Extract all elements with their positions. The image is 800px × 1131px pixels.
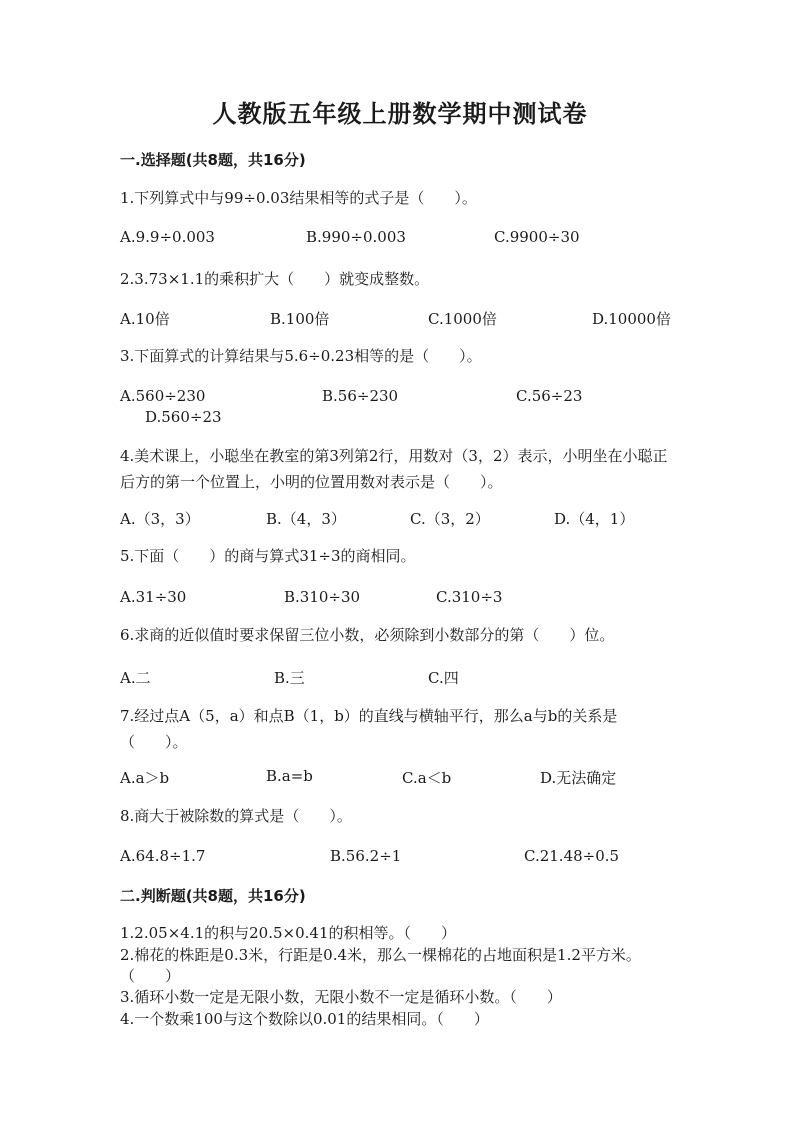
question-3: 3.下面算式的计算结果与5.6÷0.23相等的是（ ）。 <box>120 347 482 365</box>
question-7: 7.经过点A（5，a）和点B（1，b）的直线与横轴平行，那么a与b的关系是（ ）。 <box>120 707 618 751</box>
q4-option-d: D.（4，1） <box>554 510 635 528</box>
q5-option-b: B.310÷30 <box>284 588 361 606</box>
q1-option-c: C.9900÷30 <box>494 228 580 246</box>
q4-option-c: C.（3，2） <box>410 510 490 528</box>
q1-option-a: A.9.9÷0.003 <box>120 228 215 246</box>
q2-option-c: C.1000倍 <box>428 310 497 328</box>
section-heading-choice: 一.选择题(共8题，共16分) <box>120 151 306 169</box>
q7-option-c: C.a＜b <box>402 769 452 787</box>
q7-option-b: B.a=b <box>266 767 313 785</box>
question-5: 5.下面（ ）的商与算式31÷3的商相同。 <box>120 547 416 565</box>
q3-option-c: C.56÷23 <box>516 387 583 405</box>
q1-option-b: B.990÷0.003 <box>306 228 406 246</box>
q8-option-a: A.64.8÷1.7 <box>120 847 206 865</box>
judgment-3: 3.循环小数一定是无限小数，无限小数不一定是循环小数。（ ） <box>120 988 562 1006</box>
judgment-2: 2.棉花的株距是0.3米，行距是0.4米，那么一棵棉花的占地面积是1.2平方米。（ ） <box>120 946 641 985</box>
q2-option-a: A.10倍 <box>120 310 170 328</box>
q5-option-c: C.310÷3 <box>436 588 503 606</box>
page-title: 人教版五年级上册数学期中测试卷 <box>212 99 588 128</box>
question-4: 4.美术课上，小聪坐在教室的第3列第2行，用数对（3，2）表示，小明坐在小聪正后方的第一个位置上，小明的位置用数对表示是（ ）。 <box>120 447 668 491</box>
q8-option-b: B.56.2÷1 <box>330 847 402 865</box>
q6-option-b: B.三 <box>274 669 305 687</box>
question-6: 6.求商的近似值时要求保留三位小数，必须除到小数部分的第（ ）位。 <box>120 626 615 644</box>
judgment-1: 1.2.05×4.1的积与20.5×0.41的积相等。（ ） <box>120 924 456 942</box>
question-2: 2.3.73×1.1的乘积扩大（ ）就变成整数。 <box>120 270 430 288</box>
q3-option-b: B.56÷230 <box>322 387 399 405</box>
q6-option-a: A.二 <box>120 669 151 687</box>
q4-option-b: B.（4，3） <box>266 510 346 528</box>
section-heading-judgment: 二.判断题(共8题，共16分) <box>120 887 306 905</box>
q2-option-b: B.100倍 <box>270 310 330 328</box>
q3-option-a: A.560÷230 <box>120 387 206 405</box>
q7-option-a: A.a＞b <box>120 769 170 787</box>
q6-option-c: C.四 <box>428 669 459 687</box>
q5-option-a: A.31÷30 <box>120 588 187 606</box>
q7-option-d: D.无法确定 <box>540 769 617 787</box>
question-1: 1.下列算式中与99÷0.03结果相等的式子是（ ）。 <box>120 189 477 207</box>
q8-option-c: C.21.48÷0.5 <box>524 847 620 865</box>
q4-option-a: A.（3，3） <box>120 510 200 528</box>
question-8: 8.商大于被除数的算式是（ ）。 <box>120 807 352 825</box>
judgment-4: 4.一个数乘100与这个数除以0.01的结果相同。（ ） <box>120 1010 489 1028</box>
q3-option-d: D.560÷23 <box>145 408 222 426</box>
q2-option-d: D.10000倍 <box>592 310 671 328</box>
